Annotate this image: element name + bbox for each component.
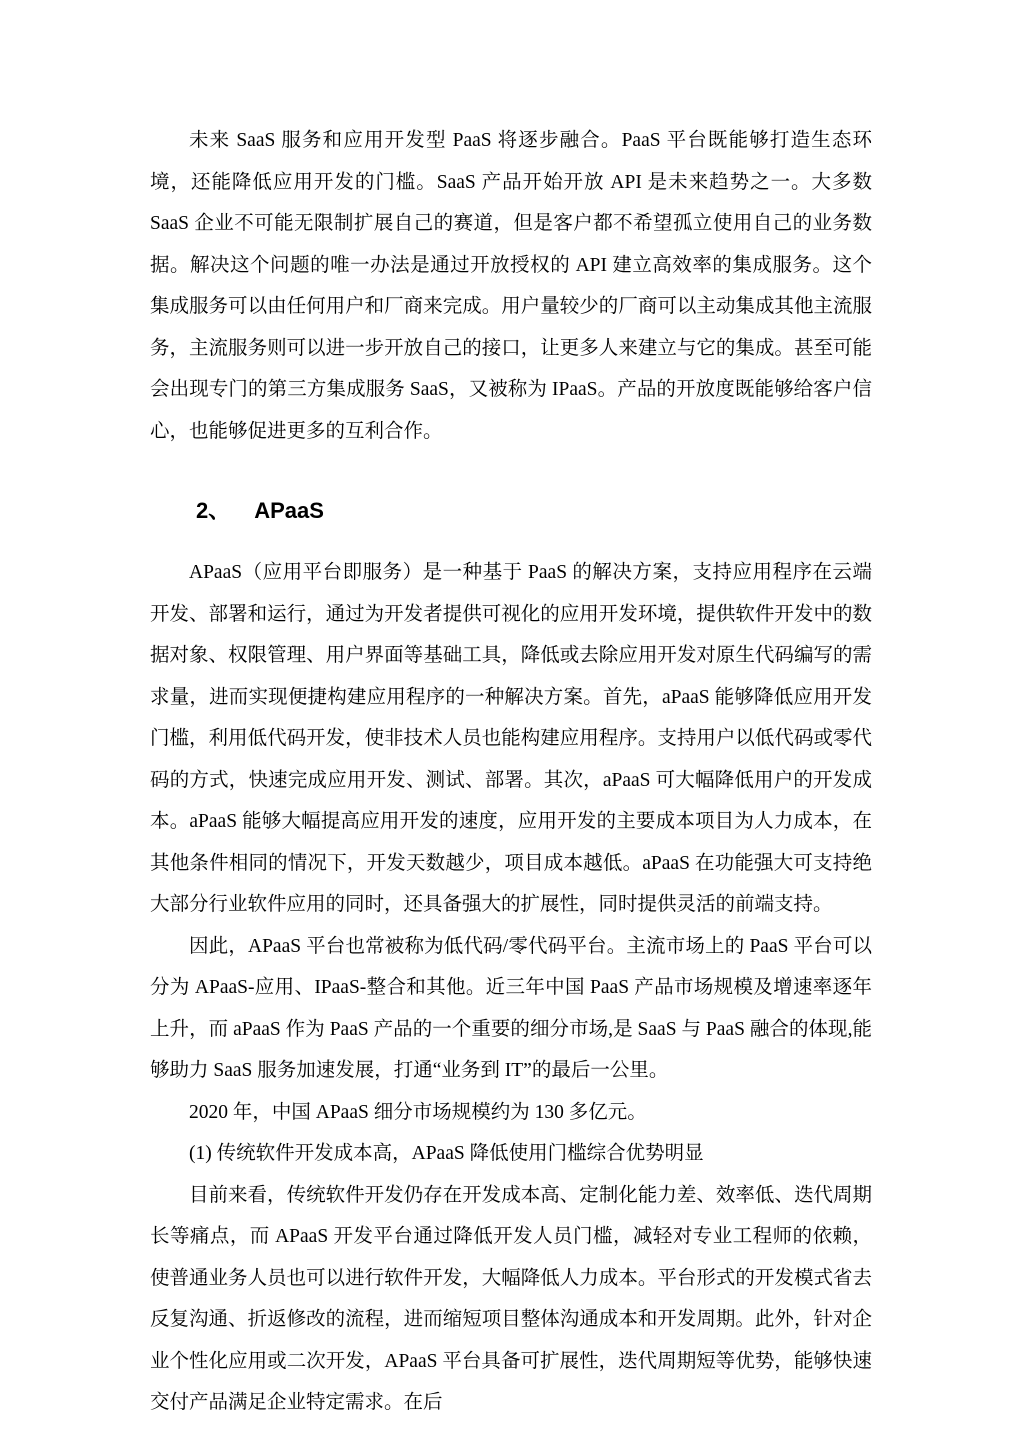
paragraph-traditional-dev-cost: 目前来看，传统软件开发仍存在开发成本高、定制化能力差、效率低、迭代周期长等痛点，而 APaaS 开发平台通过降低开发人员门槛，减轻对专业工程师的依赖，使普通业务人员也可以进行软件开发，大幅降低人力成本。平台形式的开发模式省去反复沟通、折返修改的流程，进而缩短项目整体沟通成本和开发周期。此外，针对企业个性化应用或二次开发，APaaS 平台具备可扩展性，迭代周期短等优势，能够快速交付产品满足企业特定需求。在后 <box>150 1184 872 1413</box>
paragraph-saas-paas-fusion: 未来 SaaS 服务和应用开发型 PaaS 将逐步融合。PaaS 平台既能够打造生态环境，还能降低应用开发的门槛。SaaS 产品开始开放 API 是未来趋势之一。大多数 SaaS 企业不可能无限制扩展自己的赛道，但是客户都不希望孤立使用自己的业务数据。解决这个问题的唯一办法是通过开放授权的 API 建立高效率的集成服务。这个集成服务可以由任何用户和厂商来完成。用户量较少的厂商可以主动集成其他主流服务，主流服务则可以进一步开放自己的接口，让更多人来建立与它的集成。甚至可能会出现专门的第三方集成服务 SaaS，又被称为 IPaaS。产品的开放度既能够给客户信心，也能够促进更多的互利合作。 <box>150 130 872 442</box>
paragraph-advantage-subheading: (1) 传统软件开发成本高，APaaS 降低使用门槛综合优势明显 <box>189 1143 704 1164</box>
section-heading-apaas <box>150 496 872 526</box>
paragraph-apaas-definition: APaaS（应用平台即服务）是一种基于 PaaS 的解决方案，支持应用程序在云端开发、部署和运行，通过为开发者提供可视化的应用开发环境，提供软件开发中的数据对象、权限管理、用户界面等基础工具，降低或去除应用开发对原生代码编写的需求量，进而实现便捷构建应用程序的一种解决方案。首先，aPaaS 能够降低应用开发门槛，利用低代码开发，使非技术人员也能构建应用程序。支持用户以低代码或零代码的方式，快速完成应用开发、测试、部署。其次，aPaaS 可大幅降低用户的开发成本。aPaaS 能够大幅提高应用开发的速度，应用开发的主要成本项目为人力成本，在其他条件相同的情况下，开发天数越少，项目成本越低。aPaaS 在功能强大可支持绝大部分行业软件应用的同时，还具备强大的扩展性，同时提供灵活的前端支持。 <box>150 562 872 915</box>
paragraph-lowcode-platform: 因此，APaaS 平台也常被称为低代码/零代码平台。主流市场上的 PaaS 平台可以分为 APaaS-应用、IPaaS-整合和其他。近三年中国 PaaS 产品市场规模及增速率逐年上升，而 aPaaS 作为 PaaS 产品的一个重要的细分市场,是 SaaS 与 PaaS 融合的体现,能够助力 SaaS 服务加速发展，打通“业务到 IT”的最后一公里。 <box>150 935 872 1081</box>
heading-number: 2、 <box>196 498 231 523</box>
paragraph-market-size-2020: 2020 年，中国 APaaS 细分市场规模约为 130 多亿元。 <box>189 1101 647 1123</box>
heading-title: APaaS <box>254 498 324 523</box>
